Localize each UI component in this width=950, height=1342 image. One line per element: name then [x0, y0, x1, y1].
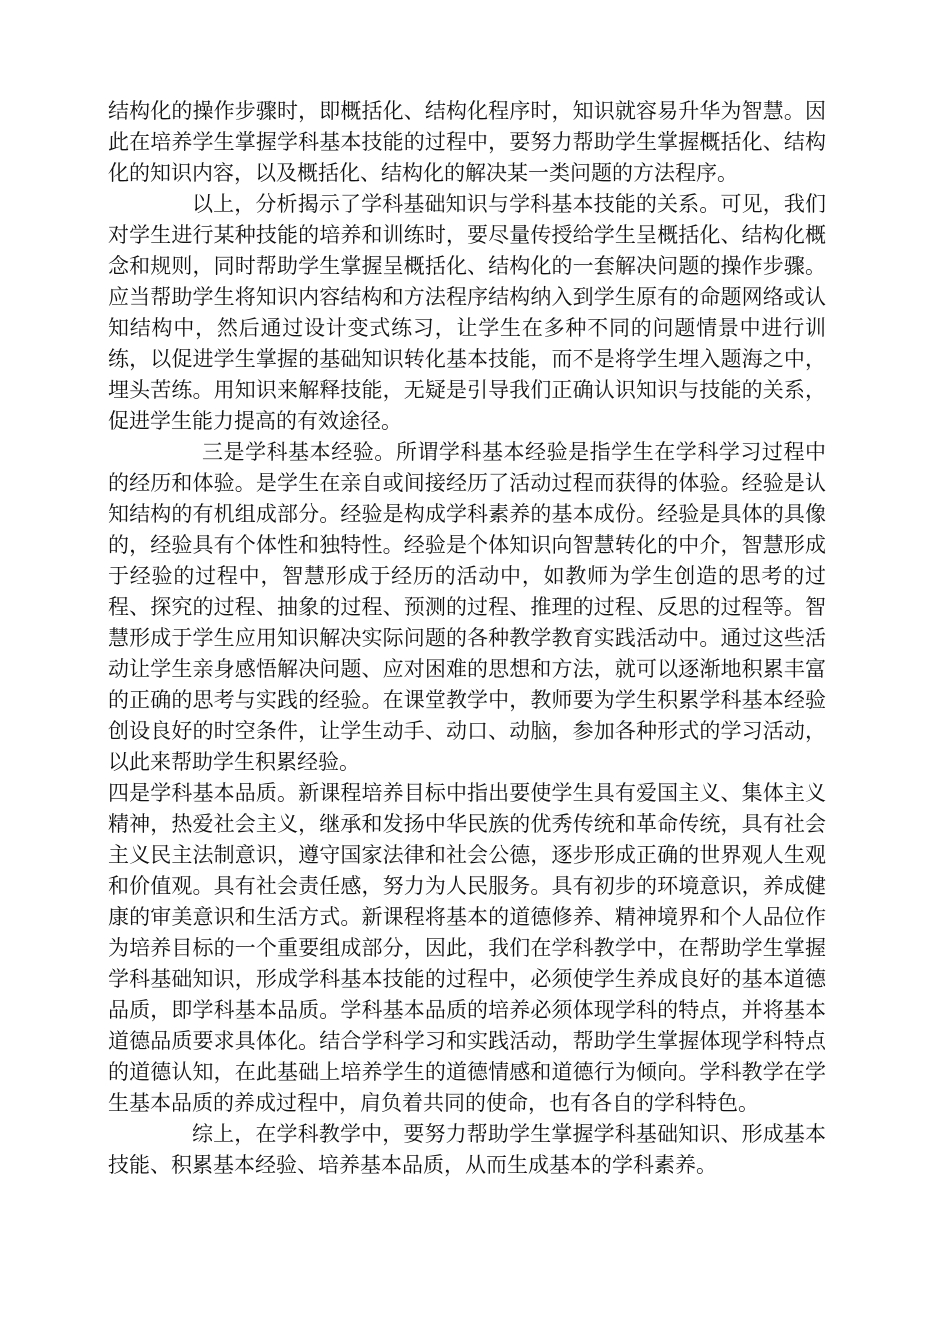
document-body: [108, 96, 826, 1181]
paragraph-basic-experience: 三是学科基本经验。所谓学科基本经验是指学生在学科学习过程中的经历和体验。是学生在亲自或间接经历了活动过程而获得的体验。经验是认知结构的有机组成部分。经验是构成学科素养的基本成份。经验是具体的具像的，经验具有个体性和独特性。经验是个体知识向智慧转化的中介，智慧形成于经验的过程中，智慧形成于经历的活动中，如教师为学生创造的思考的过程、探究的过程、抽象的过程、预测的过程、推理的过程、反思的过程等。智慧形成于学生应用知识解决实际问题的各种教学教育实践活动中。通过这些活动让学生亲身感悟解决问题、应对困难的思想和方法，就可以逐渐地积累丰富的正确的思考与实践的经验。在课堂教学中，教师要为学生积累学科基本经验创设良好的时空条件，让学生动手、动口、动脑，参加各种形式的学习活动，以此来帮助学生积累经验。: [108, 440, 826, 774]
paragraph-conclusion: 综上，在学科教学中，要努力帮助学生掌握学科基础知识、形成基本技能、积累基本经验、培养基本品质，从而生成基本的学科素养。: [108, 1122, 826, 1177]
paragraph-knowledge-skills-relation: 以上，分析揭示了学科基础知识与学科基本技能的关系。可见，我们对学生进行某种技能的培养和训练时，要尽量传授给学生呈概括化、结构化概念和规则，同时帮助学生掌握呈概括化、结构化的一套解决问题的操作步骤。应当帮助学生将知识内容结构和方法程序结构纳入到学生原有的命题网络或认知结构中，然后通过设计变式练习，让学生在多种不同的问题情景中进行训练，以促进学生掌握的基础知识转化基本技能，而不是将学生埋入题海之中，埋头苦练。用知识来解释技能，无疑是引导我们正确认识知识与技能的关系，促进学生能力提高的有效途径。: [108, 192, 826, 433]
paragraph-continuation: 结构化的操作步骤时，即概括化、结构化程序时，知识就容易升华为智慧。因此在培养学生掌握学科基本技能的过程中，要努力帮助学生掌握概括化、结构化的知识内容，以及概括化、结构化的解决某一类问题的方法程序。: [108, 99, 826, 185]
paragraph-basic-quality: 四是学科基本品质。新课程培养目标中指出要使学生具有爱国主义、集体主义精神，热爱社会主义，继承和发扬中华民族的优秀传统和革命传统，具有社会主义民主法制意识，遵守国家法律和社会公德，逐步形成正确的世界观人生观和价值观。具有社会责任感，努力为人民服务。具有初步的环境意识，养成健康的审美意识和生活方式。新课程将基本的道德修养、精神境界和个人品位作为培养目标的一个重要组成部分，因此，我们在学科教学中，在帮助学生掌握学科基础知识，形成学科基本技能的过程中，必须使学生养成良好的基本道德品质，即学科基本品质。学科基本品质的培养必须体现学科的特点，并将基本道德品质要求具体化。结合学科学习和实践活动，帮助学生掌握体现学科特点的道德认知，在此基础上培养学生的道德情感和道德行为倾向。学科教学在学生基本品质的养成过程中，肩负着共同的使命，也有各自的学科特色。: [108, 781, 826, 1115]
